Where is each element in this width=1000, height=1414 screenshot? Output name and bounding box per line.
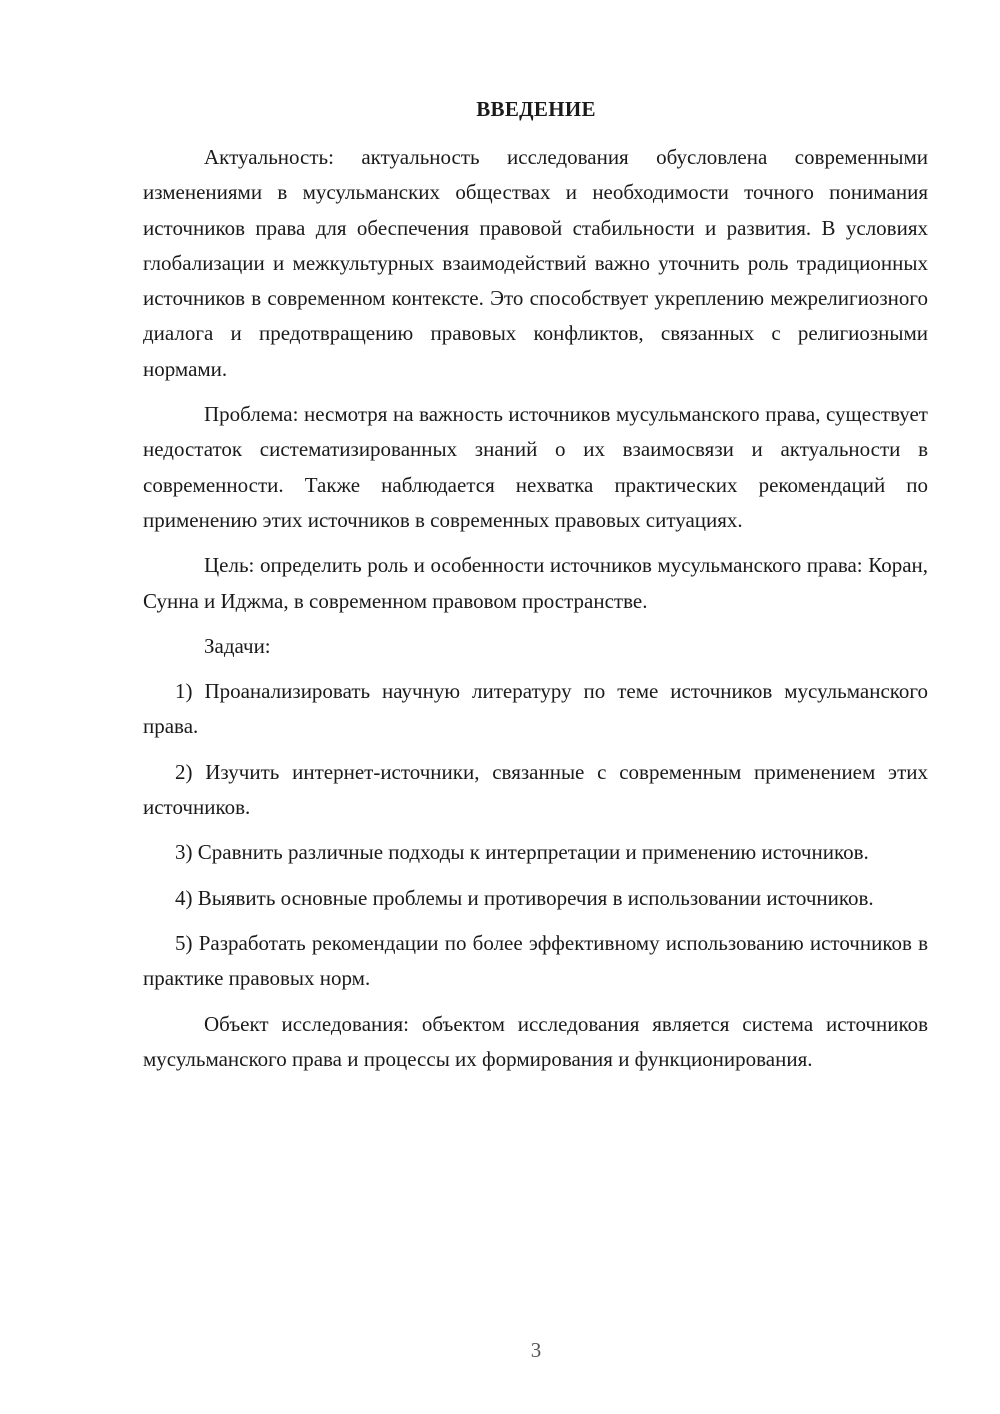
object-paragraph: Объект исследования: объектом исследования является система источников мусульманского права и процессы их формирования и функционирования. [143, 1011, 928, 1071]
page-title: ВВЕДЕНИЕ [476, 97, 596, 121]
task-item: 1) Проанализировать научную литературу по теме источников мусульманского права. [143, 679, 928, 739]
task-item: 4) Выявить основные проблемы и противоречия в использовании источников. [175, 885, 874, 910]
task-item: 3) Сравнить различные подходы к интерпретации и применению источников. [175, 840, 869, 865]
document-body [143, 140, 928, 1077]
task-item: 2) Изучить интернет-источники, связанные с современным применением этих источников. [143, 759, 928, 820]
problem-paragraph: Проблема: несмотря на важность источников мусульманского права, существует недостаток систематизированных знаний о их взаимосвязи и актуальности в современности. Также наблюдается нехватка практических рекомендаций по применению этих источников в современных правовых ситуациях. [143, 402, 928, 532]
relevance-paragraph: Актуальность: актуальность исследования обусловлена современными изменениями в мусульманских обществах и необходимости точного понимания источников права для обеспечения правовой стабильности и развития. В условиях глобализации и межкультурных взаимодействий важно уточнить роль традиционных источников в современном контексте. Это способствует укреплению межрелигиозного диалога и предотвращению правовых конфликтов, связанных с религиозными нормами. [143, 145, 928, 381]
task-item: 5) Разработать рекомендации по более эффективному использованию источников в практике правовых норм. [143, 930, 928, 991]
page-number: 3 [530, 1338, 542, 1362]
tasks-label: Задачи: [204, 633, 271, 658]
goal-paragraph: Цель: определить роль и особенности источников мусульманского права: Коран, Сунна и Иджма, в современном правовом пространстве. [143, 553, 928, 613]
